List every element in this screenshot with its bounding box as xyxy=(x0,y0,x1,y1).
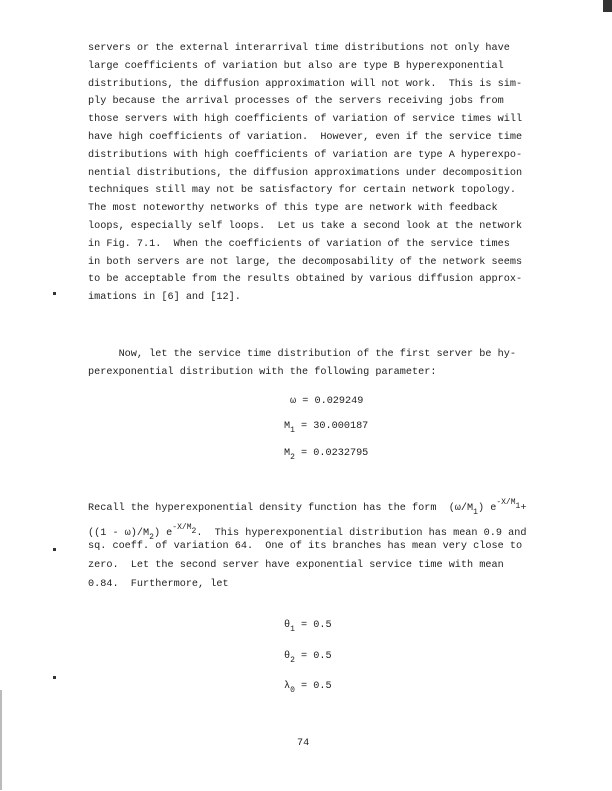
symbol: θ xyxy=(284,620,291,631)
symbol: λ xyxy=(284,681,291,692)
subscript: 1 xyxy=(290,625,295,634)
paragraph-line: loops, especially self loops. Let us take a second look at the network xyxy=(88,221,523,232)
paragraph-line: servers or the external interarrival time distributions not only have xyxy=(88,43,510,54)
parameter-equation xyxy=(284,448,368,464)
text: Recall the hyperexponential density function has the form (ω/M xyxy=(88,503,474,514)
page-number: 74 xyxy=(297,738,310,749)
density-formula-line-1 xyxy=(88,497,526,519)
subscript: 2 xyxy=(290,656,295,665)
text: ) e xyxy=(153,528,173,539)
value: = 0.5 xyxy=(294,681,332,692)
paragraph-line: Now, let the service time distribution of the first server be hy- xyxy=(88,349,516,360)
paragraph-line: in Fig. 7.1. When the coefficients of variation of the service times xyxy=(88,238,510,250)
text: -X/M xyxy=(496,498,516,507)
symbol: M xyxy=(284,421,291,432)
paragraph-line: perexponential distribution with the following parameter: xyxy=(88,367,437,378)
parameter-equation xyxy=(290,396,363,412)
paragraph-line: to be acceptable from the results obtained by various diffusion approx- xyxy=(88,274,523,286)
scan-speck xyxy=(53,292,56,295)
subscript: 2 xyxy=(191,527,197,536)
subscript: 1 xyxy=(473,508,478,517)
symbol: ω xyxy=(290,396,297,407)
exponent xyxy=(496,498,521,511)
paragraph-line: ply because the arrival processes of the servers receiving jobs from xyxy=(88,96,504,108)
value: = 0.5 xyxy=(294,620,332,631)
paragraph-line: techniques still may not be satisfactory for certain network topology. xyxy=(88,185,516,197)
value: = 0.5 xyxy=(294,651,332,662)
text: ) e xyxy=(477,503,497,514)
parameter-equation xyxy=(284,620,332,636)
value: = 0.0232795 xyxy=(294,448,369,459)
symbol: θ xyxy=(284,651,291,662)
text: -X/M xyxy=(172,523,192,532)
scan-speck xyxy=(53,548,56,551)
scan-mark xyxy=(603,0,612,12)
paragraph-line: sq. coeff. of variation 64. One of its branches has mean very close to xyxy=(88,541,523,552)
paragraph-line: zero. Let the second server have exponential service time with mean xyxy=(88,560,504,571)
paragraph-line: nential distributions, the diffusion approximations under decomposition xyxy=(88,167,523,179)
paragraph-line: have high coefficients of variation. However, even if the service time xyxy=(88,132,523,143)
exponent xyxy=(172,523,197,536)
text: ((1 - ω)/M xyxy=(88,528,150,539)
parameter-equation xyxy=(284,421,368,437)
paragraph-line: those servers with high coefficients of variation of service times will xyxy=(88,114,523,126)
paragraph-line: distributions with high coefficients of variation are type A hyperexpo- xyxy=(88,149,523,161)
parameter-equation xyxy=(284,651,332,667)
subscript: 1 xyxy=(290,426,295,435)
text: + xyxy=(520,503,527,514)
paragraph-line: in both servers are not large, the decomposability of the network seems xyxy=(88,256,523,268)
value: = 30.000187 xyxy=(294,421,369,432)
paragraph-line: 0.84. Furthermore, let xyxy=(88,579,229,590)
subscript: 1 xyxy=(515,502,521,511)
parameter-equation xyxy=(284,681,332,697)
subscript: 2 xyxy=(149,533,154,542)
paragraph-line: imations in [6] and [12]. xyxy=(88,292,241,304)
scan-speck xyxy=(53,676,56,679)
text: . This hyperexponential distribution has mean 0.9 and xyxy=(196,528,527,539)
paragraph-line: The most noteworthy networks of this type are network with feedback xyxy=(88,203,498,215)
value: = 0.029249 xyxy=(296,396,364,407)
symbol: M xyxy=(284,448,291,459)
subscript: 2 xyxy=(290,453,295,462)
density-formula-line-2 xyxy=(88,522,526,544)
paragraph-line: large coefficients of variation but also are type B hyperexponential xyxy=(88,60,504,72)
scan-edge xyxy=(0,690,2,790)
subscript: 0 xyxy=(290,686,295,695)
paragraph-line: distributions, the diffusion approximation will not work. This is sim- xyxy=(88,78,523,90)
